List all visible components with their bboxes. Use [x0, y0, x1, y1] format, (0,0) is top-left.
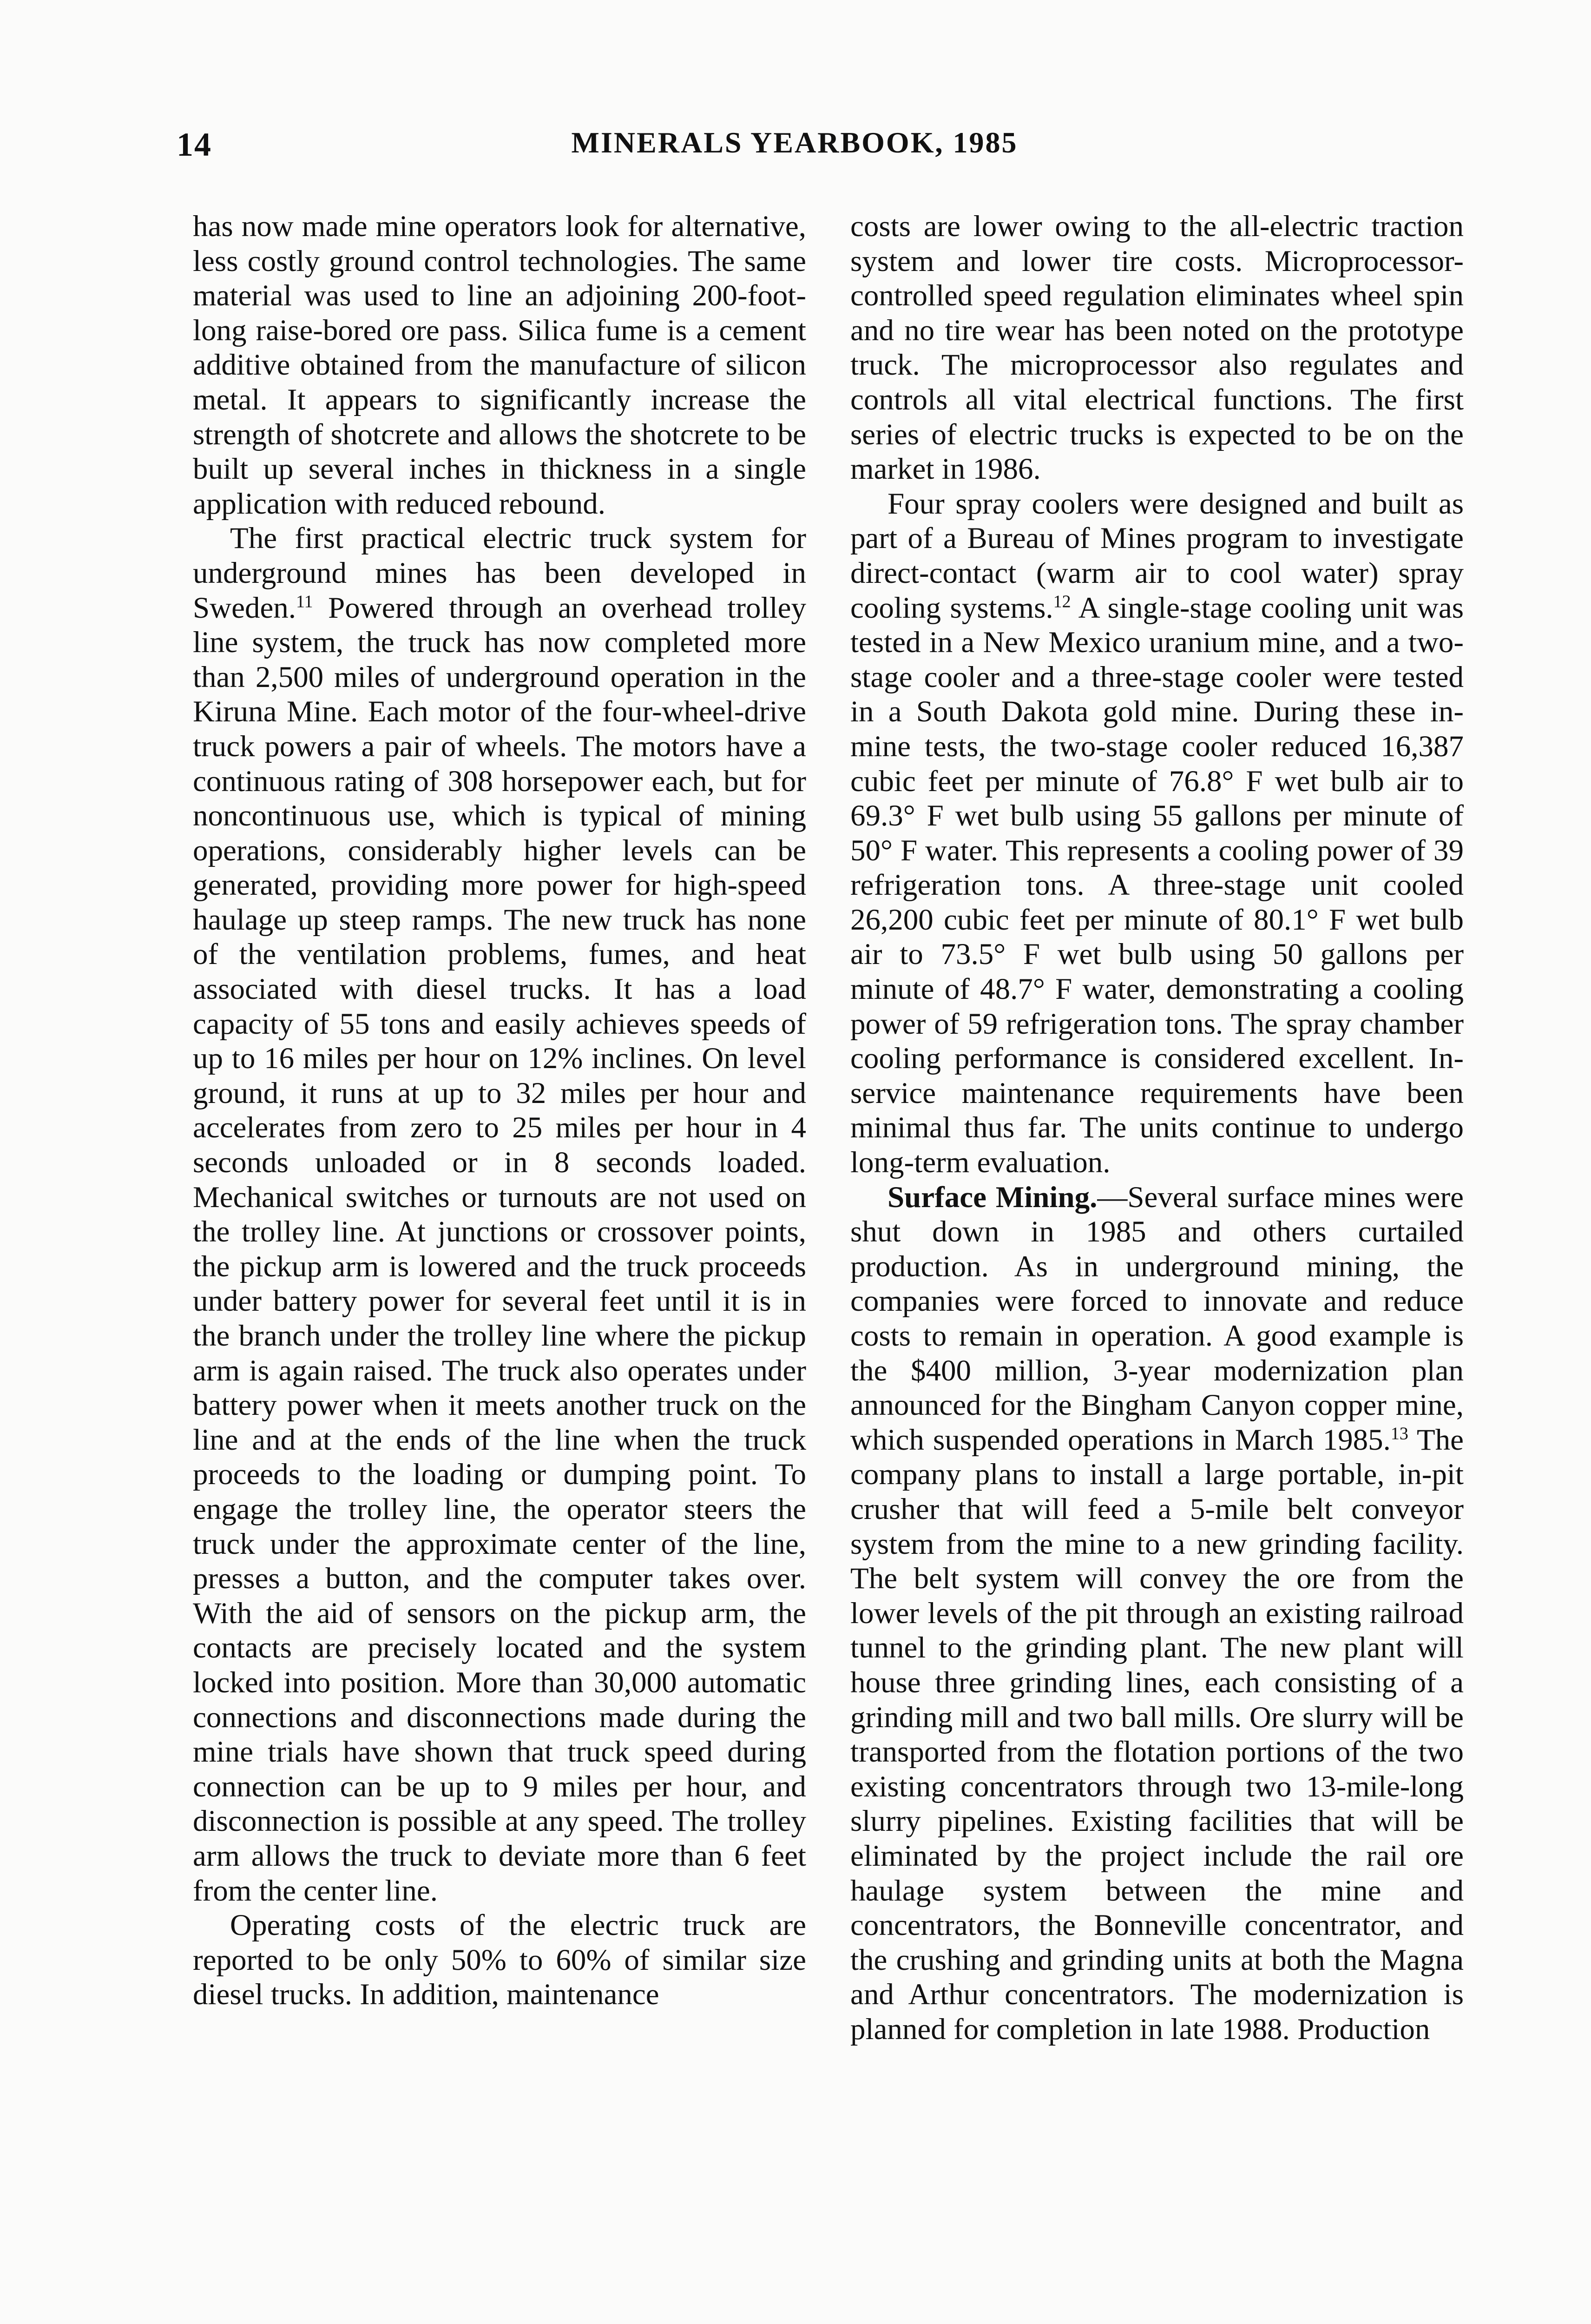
paragraph-text: —Several surface mines were shut down in 1985 and others curtailed production. As in underground mining, the companies were forced to innovate and reduce costs to remain in operation. A good example is the $400 million, 3-year modernization plan announced for the Bingham Canyon copper mine, which suspended operations in March 1985.: [850, 1180, 1464, 1457]
footnote-ref-11: 11: [296, 591, 313, 611]
page-header: [177, 125, 1413, 172]
paragraph-text: The first practical electric truck system for underground mines has been developed in Sweden.: [193, 522, 806, 625]
section-heading-surface-mining: Surface Mining.: [888, 1180, 1098, 1214]
right-column: [850, 209, 1464, 2047]
page-number: 14: [177, 126, 212, 163]
footnote-ref-12: 12: [1053, 591, 1071, 611]
left-paragraph-3: Operating costs of the electric truck are reported to be only 50% to 60% of similar size diesel trucks. In addition, maintenance: [193, 1908, 806, 2012]
left-paragraph-1: has now made mine operators look for alternative, less costly ground control technologies. The same material was used to line an adjoining 200-foot-long raise-bored ore pass. Silica fume is a cement additive obtained from the manufacture of silicon metal. It appears to significantly increase the strength of shotcrete and allows the shotcrete to be built up several inches in thickness in a single application with reduced rebound.: [193, 210, 806, 521]
left-paragraph-2: [193, 521, 806, 1908]
paragraph-text: Four spray coolers were designed and built as part of a Bureau of Mines program to investigate direct-contact (warm air to cool water) spray cooling systems.: [850, 487, 1464, 625]
right-paragraph-1: costs are lower owing to the all-electric traction system and lower tire costs. Microprocessor-controlled speed regulation eliminates wheel spin and no tire wear has been noted on the prototype truck. The microprocessor also regulates and controls all vital electrical functions. The first series of electric trucks is expected to be on the market in 1986.: [850, 210, 1464, 486]
footnote-ref-13: 13: [1390, 1424, 1408, 1444]
paragraph-text: The company plans to install a large portable, in-pit crusher that will feed a 5-mile belt conveyor system from the mine to a new grinding facility. The belt system will convey the ore from the lower levels of the pit through an existing railroad tunnel to the grinding plant. The new plant will house three grinding lines, each consisting of a grinding mill and two ball mills. Ore slurry will be transported from the flotation portions of the two existing concentrators through two 13-mile-long slurry pipelines. Existing facilities that will be eliminated by the project include the rail ore haulage system between the mine and concentrators, the Bonneville concentrator, and the crushing and grinding units at both the Magna and Arthur concentrators. The modernization is planned for completion in late 1988. Production: [850, 1423, 1464, 2046]
left-column: [193, 209, 806, 2012]
running-title: MINERALS YEARBOOK, 1985: [571, 126, 1018, 159]
paragraph-text: Powered through an overhead trolley line system, the truck has now completed more than 2,500 miles of underground operation in the Kiruna Mine. Each motor of the four-wheel-drive truck powers a pair of wheels. The motors have a continuous rating of 308 horsepower each, but for noncontinuous use, which is typical of mining operations, considerably higher levels can be generated, providing more power for high-speed haulage up steep ramps. The new truck has none of the ventilation problems, fumes, and heat associated with diesel trucks. It has a load capacity of 55 tons and easily achieves speeds of up to 16 miles per hour on 12% inclines. On level ground, it runs at up to 32 miles per hour and accelerates from zero to 25 miles per hour in 4 seconds unloaded or in 8 seconds loaded. Mechanical switches or turnouts are not used on the trolley line. At junctions or crossover points, the pickup arm is lowered and the truck proceeds under battery power for several feet until it is in the branch under the trolley line where the pickup arm is again raised. The truck also operates under battery power when it meets another truck on the line and at the ends of the line when the truck proceeds to the loading or dumping point. To engage the trolley line, the operator steers the truck under the approximate center of the line, presses a button, and the computer takes over. With the aid of sensors on the pickup arm, the contacts are precisely located and the system locked into position. More than 30,000 automatic connections and disconnections made during the mine trials have shown that truck speed during connection can be up to 9 miles per hour, and disconnection is possible at any speed. The trolley arm allows the truck to deviate more than 6 feet from the center line.: [193, 591, 806, 1908]
right-paragraph-3: [850, 1180, 1464, 2047]
right-paragraph-2: [850, 487, 1464, 1180]
paragraph-text: A single-stage cooling unit was tested in a New Mexico uranium mine, and a two-stage cooler and a three-stage cooler were tested in a South Dakota gold mine. During these in-mine tests, the two-stage cooler reduced 16,387 cubic feet per minute of 76.8° F wet bulb air to 69.3° F wet bulb using 55 gallons per minute of 50° F water. This represents a cooling power of 39 refrigeration tons. A three-stage unit cooled 26,200 cubic feet per minute of 80.1° F wet bulb air to 73.5° F wet bulb using 50 gallons per minute of 48.7° F water, demonstrating a cooling power of 59 refrigeration tons. The spray chamber cooling performance is considered excellent. In-service maintenance requirements have been minimal thus far. The units continue to undergo long-term evaluation.: [850, 591, 1464, 1180]
